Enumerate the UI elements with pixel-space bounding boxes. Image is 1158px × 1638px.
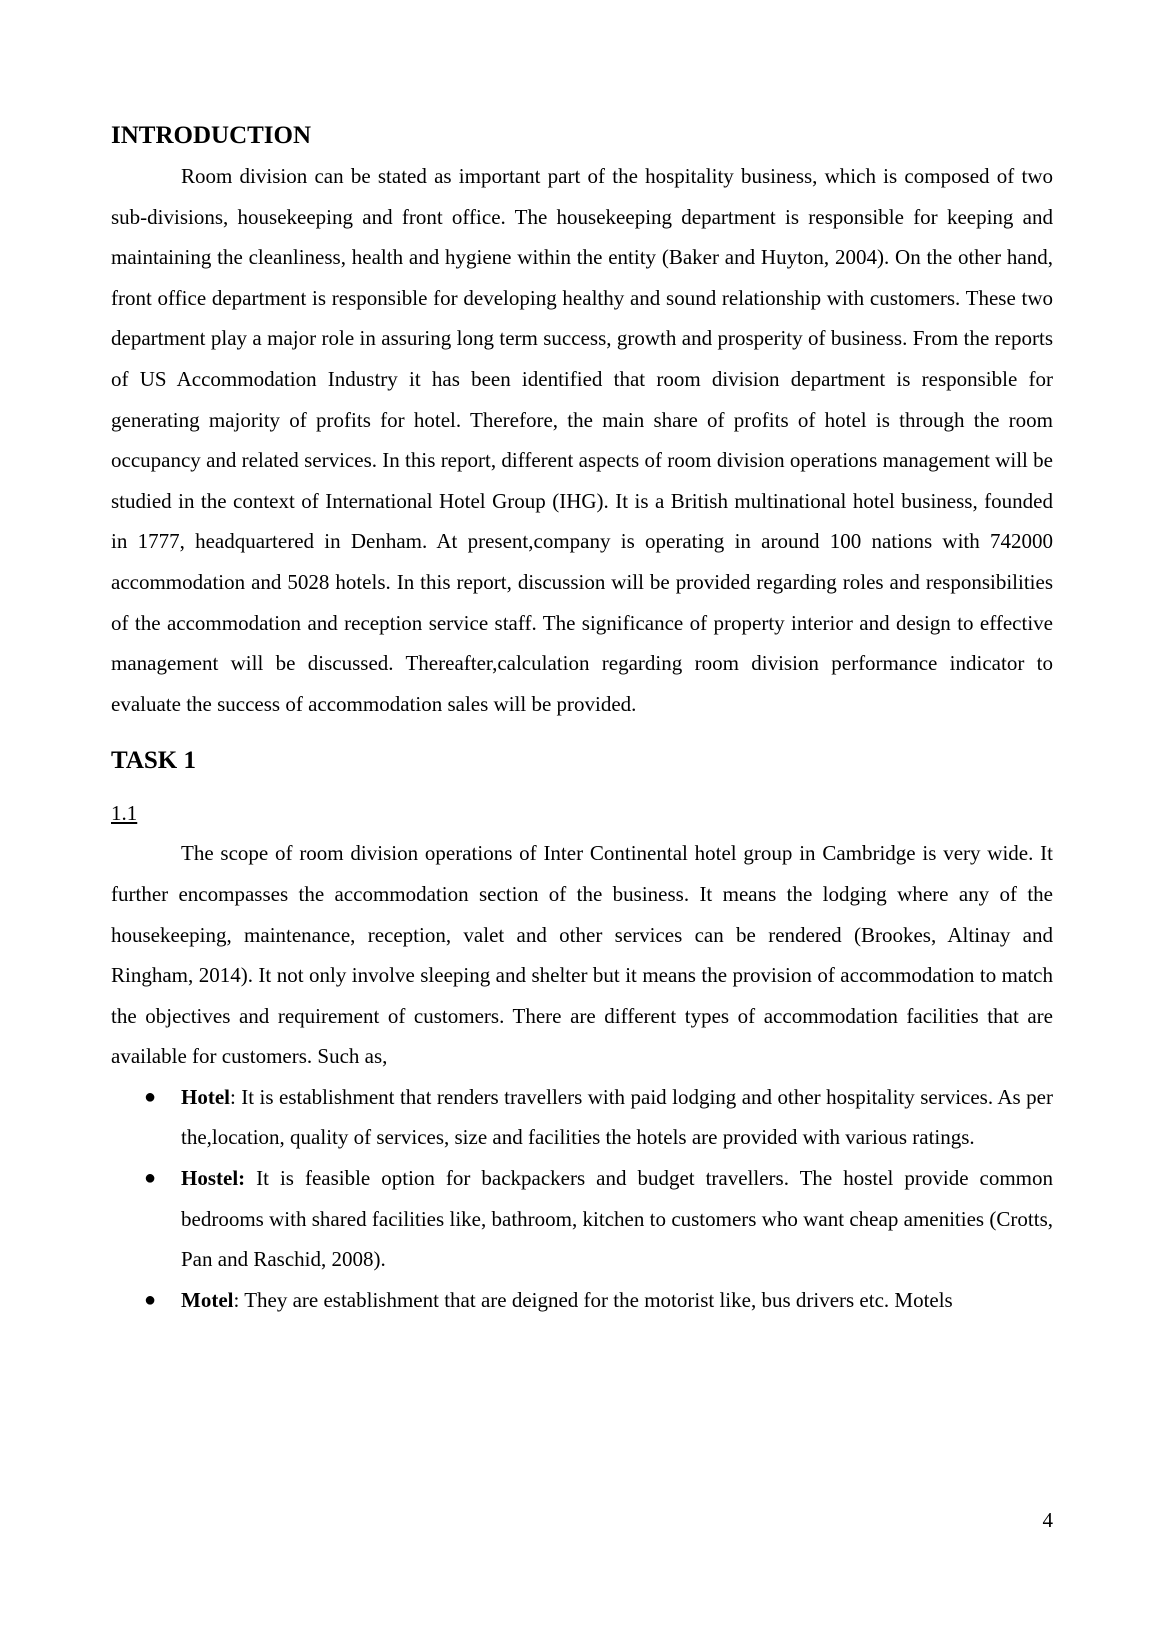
page-number: 4	[1042, 1508, 1053, 1532]
bullet-icon: ●	[144, 1288, 157, 1311]
bullet-icon: ●	[144, 1167, 157, 1190]
list-item-text: It is feasible option for backpackers and budget travellers. The hostel provide common bedrooms with shared facilities like, bathroom, kitchen to customers who want cheap amenities (Crotts, Pan and Raschid, 2008).	[181, 1166, 1053, 1272]
accommodation-types-list	[111, 1077, 1053, 1321]
list-item-term: Motel	[181, 1287, 234, 1312]
list-item-term: Hotel	[181, 1084, 230, 1109]
introduction-heading: INTRODUCTION	[111, 122, 312, 149]
list-item	[144, 1158, 1053, 1280]
section-1-1-subheading: 1.1	[111, 801, 138, 826]
task-1-paragraph: The scope of room division operations of Inter Continental hotel group in Cambridge is very wide. It further encompasses the accommodation section of the business. It means the lodging where any of the housekeeping, maintenance, reception, valet and other services can be rendered (Brookes, Altinay and Ringham, 2014). It not only involve sleeping and shelter but it means the provision of accommodation to match the objectives and requirement of customers. There are different types of accommodation facilities that are available for customers. Such as,	[111, 841, 1053, 1069]
list-item-text: : They are establishment that are deigned for the motorist like, bus drivers etc. Motels	[233, 1287, 953, 1312]
list-item-text: : It is establishment that renders travellers with paid lodging and other hospitality services. As per the,location, quality of services, size and facilities the hotels are provided with various ratings.	[181, 1084, 1053, 1150]
list-item	[144, 1077, 1053, 1158]
list-item-term: Hostel:	[181, 1166, 246, 1191]
task-1-heading: TASK 1	[111, 747, 196, 775]
list-item	[144, 1280, 1053, 1321]
introduction-paragraph: Room division can be stated as important part of the hospitality business, which is composed of two sub-divisions, housekeeping and front office. The housekeeping department is responsible for keeping and maintaining the cleanliness, health and hygiene within the entity (Baker and Huyton, 2004). On the other hand, front office department is responsible for developing healthy and sound relationship with customers. These two department play a major role in assuring long term success, growth and prosperity of business. From the reports of US Accommodation Industry it has been identified that room division department is responsible for generating majority of profits for hotel. Therefore, the main share of profits of hotel is through the room occupancy and related services. In this report, different aspects of room division operations management will be studied in the context of International Hotel Group (IHG). It is a British multinational hotel business, founded in 1777, headquartered in Denham. At present,company is operating in around 100 nations with 742000 accommodation and 5028 hotels. In this report, discussion will be provided regarding roles and responsibilities of the accommodation and reception service staff. The significance of property interior and design to effective management will be discussed. Thereafter,calculation regarding room division performance indicator to evaluate the success of accommodation sales will be provided.	[111, 164, 1053, 716]
page-content	[111, 116, 1053, 1320]
bullet-icon: ●	[144, 1085, 157, 1108]
